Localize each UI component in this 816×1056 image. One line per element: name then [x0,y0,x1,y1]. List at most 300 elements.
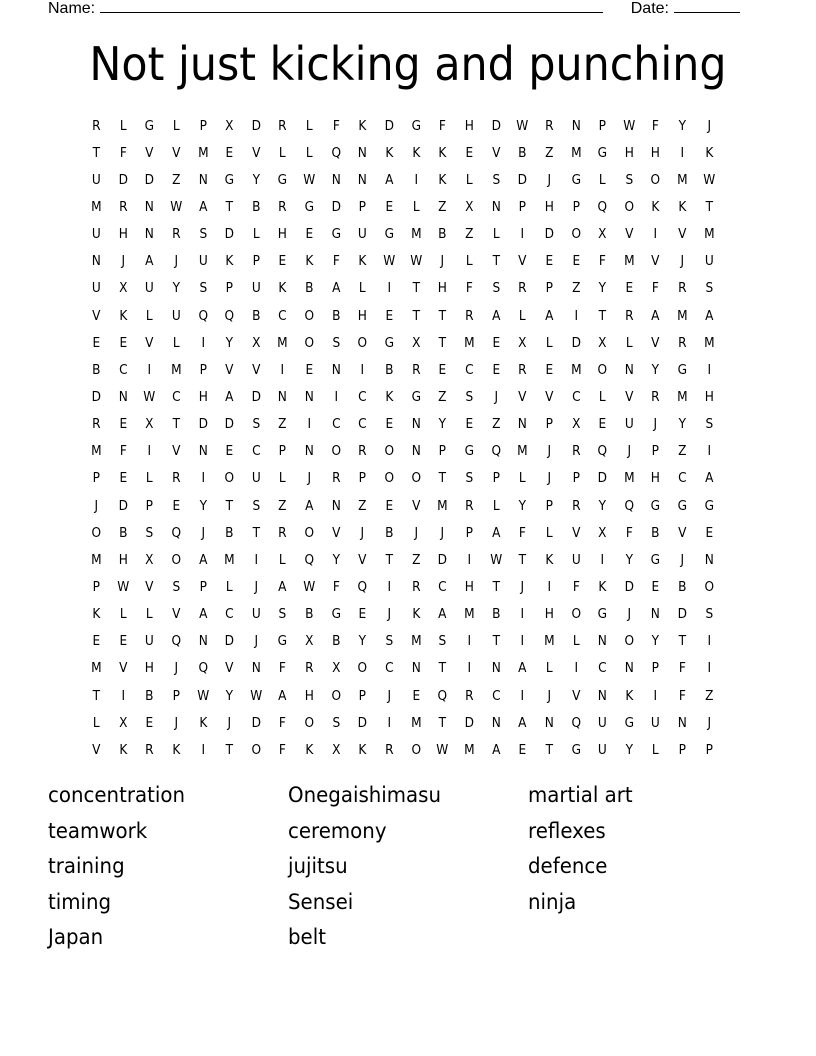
grid-cell[interactable]: F [678,687,686,704]
grid-cell[interactable]: F [652,117,660,134]
grid-cell[interactable]: B [438,226,447,243]
grid-cell[interactable]: P [225,280,234,297]
grid-cell[interactable]: D [118,497,128,514]
grid-cell[interactable]: P [279,443,287,460]
grid-cell[interactable]: V [571,687,581,704]
grid-cell[interactable]: J [494,388,498,405]
grid-cell[interactable]: N [411,660,421,677]
grid-cell[interactable]: J [227,714,232,731]
grid-cell[interactable]: M [224,551,235,568]
grid-cell[interactable]: F [625,524,633,541]
grid-cell[interactable]: P [199,578,207,595]
grid-cell[interactable]: D [144,171,155,188]
grid-cell[interactable]: F [119,443,127,460]
grid-cell[interactable]: R [518,280,527,297]
grid-cell[interactable]: L [412,198,420,215]
grid-cell[interactable]: G [384,334,395,351]
grid-cell[interactable]: P [652,660,660,677]
grid-cell[interactable]: Z [491,416,501,433]
grid-cell[interactable]: F [332,117,340,134]
grid-cell[interactable]: X [465,198,474,215]
grid-cell[interactable]: E [119,633,127,650]
grid-cell[interactable]: E [172,497,181,514]
grid-cell[interactable]: O [331,443,341,460]
grid-cell[interactable]: U [358,226,368,243]
grid-cell[interactable]: Y [252,171,260,188]
grid-cell[interactable]: J [547,443,552,460]
grid-cell[interactable]: I [707,443,711,460]
grid-cell[interactable]: I [680,144,685,161]
grid-cell[interactable]: B [118,524,128,541]
grid-cell[interactable]: N [651,606,661,623]
grid-cell[interactable]: S [145,524,154,541]
grid-cell[interactable]: S [625,171,633,188]
grid-cell[interactable]: M [543,633,555,650]
grid-cell[interactable]: L [465,171,473,188]
grid-cell[interactable]: D [331,198,341,215]
grid-cell[interactable]: N [358,171,368,188]
grid-cell[interactable]: E [705,524,713,541]
grid-cell[interactable]: T [438,660,447,677]
grid-cell[interactable]: U [598,714,607,731]
grid-cell[interactable]: M [91,198,102,215]
grid-cell[interactable]: P [252,253,260,270]
grid-cell[interactable]: T [225,741,234,758]
grid-cell[interactable]: U [91,226,101,243]
grid-cell[interactable]: I [201,470,205,487]
grid-cell[interactable]: I [414,171,418,188]
grid-cell[interactable]: S [705,280,713,297]
grid-cell[interactable]: E [145,714,154,731]
grid-cell[interactable]: N [198,171,208,188]
grid-cell[interactable]: I [653,226,658,243]
grid-cell[interactable]: Z [678,443,687,460]
grid-cell[interactable]: E [545,253,554,270]
grid-cell[interactable]: H [438,280,448,297]
grid-cell[interactable]: H [464,578,474,595]
grid-cell[interactable]: E [358,606,367,623]
grid-cell[interactable]: J [547,470,552,487]
grid-cell[interactable]: E [438,361,447,378]
grid-cell[interactable]: B [385,524,394,541]
grid-cell[interactable]: R [678,334,687,351]
grid-cell[interactable]: H [651,144,661,161]
grid-cell[interactable]: D [571,334,581,351]
grid-cell[interactable]: O [331,687,341,704]
grid-cell[interactable]: Y [652,633,660,650]
grid-cell[interactable]: F [332,253,340,270]
grid-cell[interactable]: H [624,144,634,161]
grid-cell[interactable]: B [678,578,687,595]
grid-cell[interactable]: W [250,687,263,704]
grid-cell[interactable]: G [331,226,341,243]
grid-cell[interactable]: T [172,416,180,433]
grid-cell[interactable]: Q [171,633,182,650]
grid-cell[interactable]: P [359,470,367,487]
grid-cell[interactable]: Y [625,551,633,568]
grid-cell[interactable]: Y [625,741,633,758]
grid-cell[interactable]: V [251,361,261,378]
grid-cell[interactable]: C [278,307,288,324]
grid-cell[interactable]: K [358,741,367,758]
grid-cell[interactable]: P [92,470,100,487]
grid-cell[interactable]: L [599,171,606,188]
grid-cell[interactable]: C [598,660,607,677]
grid-cell[interactable]: Q [597,198,608,215]
grid-cell[interactable]: S [332,334,340,351]
grid-cell[interactable]: R [278,198,288,215]
grid-cell[interactable]: R [544,117,554,134]
grid-cell[interactable]: V [251,144,261,161]
grid-cell[interactable]: E [545,361,554,378]
grid-cell[interactable]: G [384,226,395,243]
grid-cell[interactable]: L [146,307,153,324]
grid-cell[interactable]: I [574,660,578,677]
grid-cell[interactable]: E [92,334,101,351]
grid-cell[interactable]: P [438,443,447,460]
grid-cell[interactable]: N [491,714,501,731]
grid-cell[interactable]: G [704,497,714,514]
grid-cell[interactable]: N [491,660,501,677]
grid-cell[interactable]: W [116,578,129,595]
grid-cell[interactable]: Z [704,687,714,704]
grid-cell[interactable]: U [145,633,155,650]
grid-cell[interactable]: B [251,198,261,215]
grid-cell[interactable]: Z [438,198,447,215]
grid-cell[interactable]: R [118,198,128,215]
grid-cell[interactable]: M [677,388,688,405]
grid-cell[interactable]: H [145,660,155,677]
grid-cell[interactable]: G [224,171,235,188]
grid-cell[interactable]: M [703,226,715,243]
grid-cell[interactable]: L [146,470,153,487]
grid-cell[interactable]: M [464,334,475,351]
grid-cell[interactable]: G [144,117,155,134]
grid-cell[interactable]: Q [571,714,581,731]
grid-cell[interactable]: N [624,660,634,677]
grid-cell[interactable]: F [119,144,127,161]
grid-cell[interactable]: N [677,714,687,731]
grid-cell[interactable]: E [465,144,474,161]
grid-cell[interactable]: C [385,660,394,677]
grid-cell[interactable]: I [334,388,338,405]
grid-cell[interactable]: N [704,551,714,568]
grid-cell[interactable]: L [146,606,153,623]
grid-cell[interactable]: W [703,171,716,188]
grid-cell[interactable]: A [704,470,714,487]
grid-cell[interactable]: Q [198,660,208,677]
grid-cell[interactable]: C [225,606,234,623]
grid-cell[interactable]: K [278,280,287,297]
grid-cell[interactable]: I [707,361,711,378]
grid-cell[interactable]: M [410,714,422,731]
grid-cell[interactable]: T [438,714,447,731]
grid-cell[interactable]: T [545,741,553,758]
grid-cell[interactable]: V [651,334,660,351]
grid-cell[interactable]: O [304,334,315,351]
grid-cell[interactable]: Z [411,551,421,568]
grid-cell[interactable]: J [174,660,179,677]
grid-cell[interactable]: V [118,660,128,677]
grid-cell[interactable]: V [518,388,527,405]
grid-cell[interactable]: N [411,443,421,460]
grid-cell[interactable]: G [651,551,661,568]
grid-cell[interactable]: N [358,144,368,161]
grid-cell[interactable]: P [359,198,367,215]
grid-cell[interactable]: P [545,497,553,514]
grid-cell[interactable]: W [383,253,396,270]
grid-cell[interactable]: R [278,524,288,541]
grid-cell[interactable]: G [331,606,341,623]
grid-cell[interactable]: P [465,524,473,541]
grid-cell[interactable]: E [305,226,314,243]
grid-cell[interactable]: H [704,388,714,405]
grid-cell[interactable]: J [254,578,258,595]
grid-cell[interactable]: J [414,524,418,541]
grid-cell[interactable]: N [198,633,208,650]
grid-cell[interactable]: S [705,606,713,623]
grid-cell[interactable]: Y [518,497,527,514]
grid-cell[interactable]: Z [172,171,181,188]
grid-cell[interactable]: E [119,416,127,433]
grid-cell[interactable]: X [225,117,234,134]
grid-cell[interactable]: G [571,171,581,188]
grid-cell[interactable]: A [385,171,394,188]
grid-cell[interactable]: T [412,307,420,324]
grid-cell[interactable]: L [92,714,100,731]
grid-cell[interactable]: R [278,117,288,134]
grid-cell[interactable]: X [305,633,314,650]
grid-cell[interactable]: V [678,524,687,541]
grid-cell[interactable]: F [279,714,287,731]
grid-cell[interactable]: P [359,687,367,704]
grid-cell[interactable]: Q [357,578,368,595]
grid-cell[interactable]: T [438,470,447,487]
grid-cell[interactable]: R [571,497,581,514]
grid-cell[interactable]: C [465,361,474,378]
grid-cell[interactable]: B [305,280,314,297]
grid-cell[interactable]: B [331,633,341,650]
grid-cell[interactable]: I [653,687,658,704]
grid-cell[interactable]: E [385,307,394,324]
grid-cell[interactable]: M [623,470,635,487]
grid-cell[interactable]: Y [359,633,367,650]
grid-cell[interactable]: I [520,633,525,650]
grid-cell[interactable]: A [145,253,154,270]
grid-cell[interactable]: Y [678,117,687,134]
grid-cell[interactable]: U [704,253,714,270]
grid-cell[interactable]: G [651,497,661,514]
grid-cell[interactable]: S [278,606,287,623]
grid-cell[interactable]: U [145,280,155,297]
grid-cell[interactable]: R [92,117,101,134]
grid-cell[interactable]: M [703,334,715,351]
grid-cell[interactable]: R [465,687,474,704]
grid-cell[interactable]: J [547,171,552,188]
grid-cell[interactable]: D [224,416,235,433]
grid-cell[interactable]: G [464,443,474,460]
grid-cell[interactable]: J [627,606,631,623]
grid-cell[interactable]: X [518,334,527,351]
grid-cell[interactable]: W [303,171,316,188]
grid-cell[interactable]: Z [358,497,367,514]
grid-cell[interactable]: Q [198,307,208,324]
grid-cell[interactable]: V [491,144,501,161]
grid-cell[interactable]: K [438,144,447,161]
grid-cell[interactable]: I [121,687,125,704]
grid-cell[interactable]: P [145,497,154,514]
grid-cell[interactable]: N [491,198,501,215]
grid-cell[interactable]: X [598,334,607,351]
grid-cell[interactable]: M [91,443,102,460]
grid-cell[interactable]: M [517,443,528,460]
grid-cell[interactable]: U [251,280,261,297]
grid-cell[interactable]: M [197,144,209,161]
grid-cell[interactable]: L [359,280,367,297]
grid-cell[interactable]: U [624,416,634,433]
grid-cell[interactable]: T [598,307,607,324]
grid-cell[interactable]: N [331,361,341,378]
grid-cell[interactable]: A [491,741,501,758]
grid-cell[interactable]: W [170,198,183,215]
grid-cell[interactable]: L [599,388,606,405]
grid-cell[interactable]: I [467,660,472,677]
grid-cell[interactable]: P [678,741,687,758]
grid-cell[interactable]: D [251,714,261,731]
grid-cell[interactable]: V [145,144,154,161]
grid-cell[interactable]: N [597,633,608,650]
grid-cell[interactable]: L [119,117,127,134]
grid-cell[interactable]: K [305,253,314,270]
grid-cell[interactable]: T [412,280,420,297]
grid-cell[interactable]: I [520,226,525,243]
date-blank-line[interactable] [674,0,740,13]
grid-cell[interactable]: J [653,416,658,433]
grid-cell[interactable]: R [465,307,474,324]
grid-cell[interactable]: J [707,714,711,731]
grid-cell[interactable]: X [571,416,581,433]
grid-cell[interactable]: P [598,117,607,134]
grid-cell[interactable]: V [411,497,421,514]
grid-cell[interactable]: B [331,307,341,324]
grid-cell[interactable]: S [492,171,500,188]
grid-cell[interactable]: M [170,361,182,378]
grid-cell[interactable]: C [678,470,687,487]
grid-cell[interactable]: G [278,171,288,188]
grid-cell[interactable]: N [278,388,288,405]
grid-cell[interactable]: B [251,307,261,324]
grid-cell[interactable]: D [464,714,474,731]
grid-cell[interactable]: H [304,687,315,704]
grid-cell[interactable]: S [465,388,474,405]
grid-cell[interactable]: U [651,714,661,731]
grid-cell[interactable]: V [651,253,660,270]
grid-cell[interactable]: N [544,714,554,731]
grid-cell[interactable]: Z [278,497,287,514]
grid-cell[interactable]: L [572,633,580,650]
grid-cell[interactable]: J [387,606,392,623]
grid-cell[interactable]: W [516,117,529,134]
grid-cell[interactable]: E [119,334,127,351]
grid-cell[interactable]: T [492,578,500,595]
grid-cell[interactable]: J [707,117,711,134]
grid-cell[interactable]: D [251,388,261,405]
grid-cell[interactable]: P [545,280,553,297]
grid-cell[interactable]: J [360,524,365,541]
grid-cell[interactable]: I [201,334,205,351]
grid-cell[interactable]: R [92,416,101,433]
grid-cell[interactable]: G [278,633,288,650]
grid-cell[interactable]: O [251,741,261,758]
grid-cell[interactable]: A [198,198,208,215]
grid-cell[interactable]: P [172,687,180,704]
grid-cell[interactable]: O [304,524,315,541]
grid-cell[interactable]: J [174,253,179,270]
name-blank-line[interactable] [100,0,603,13]
grid-cell[interactable]: I [254,551,258,568]
grid-cell[interactable]: E [278,253,287,270]
grid-cell[interactable]: G [677,497,688,514]
grid-cell[interactable]: Q [171,524,182,541]
grid-cell[interactable]: E [92,633,101,650]
grid-cell[interactable]: L [172,334,180,351]
grid-cell[interactable]: D [517,171,528,188]
grid-cell[interactable]: H [278,226,288,243]
grid-cell[interactable]: B [491,606,501,623]
grid-cell[interactable]: W [489,551,502,568]
grid-cell[interactable]: P [199,117,207,134]
grid-cell[interactable]: V [624,388,634,405]
grid-cell[interactable]: R [145,741,154,758]
grid-cell[interactable]: V [225,361,234,378]
grid-cell[interactable]: U [571,551,581,568]
grid-cell[interactable]: I [281,361,285,378]
grid-cell[interactable]: X [118,280,128,297]
grid-cell[interactable]: F [572,578,580,595]
grid-cell[interactable]: I [520,606,525,623]
grid-cell[interactable]: E [625,280,633,297]
grid-cell[interactable]: K [598,578,607,595]
grid-cell[interactable]: E [651,578,660,595]
grid-cell[interactable]: N [331,171,341,188]
grid-cell[interactable]: Z [465,226,474,243]
grid-cell[interactable]: S [438,633,447,650]
grid-cell[interactable]: O [411,741,421,758]
grid-cell[interactable]: E [225,443,234,460]
grid-cell[interactable]: J [121,253,125,270]
grid-cell[interactable]: I [707,633,711,650]
grid-cell[interactable]: C [571,388,581,405]
grid-cell[interactable]: V [545,388,554,405]
grid-cell[interactable]: A [438,606,447,623]
grid-cell[interactable]: R [331,470,341,487]
grid-cell[interactable]: X [118,714,128,731]
grid-cell[interactable]: T [225,497,234,514]
grid-cell[interactable]: Y [172,280,180,297]
grid-cell[interactable]: K [385,388,394,405]
grid-cell[interactable]: K [358,253,367,270]
grid-cell[interactable]: B [518,144,527,161]
grid-cell[interactable]: B [651,524,660,541]
grid-cell[interactable]: K [412,606,420,623]
grid-cell[interactable]: I [467,551,472,568]
grid-cell[interactable]: N [198,443,208,460]
grid-cell[interactable]: N [624,361,634,378]
grid-cell[interactable]: G [571,741,581,758]
grid-cell[interactable]: V [172,144,181,161]
grid-cell[interactable]: S [252,416,261,433]
grid-cell[interactable]: V [145,578,154,595]
